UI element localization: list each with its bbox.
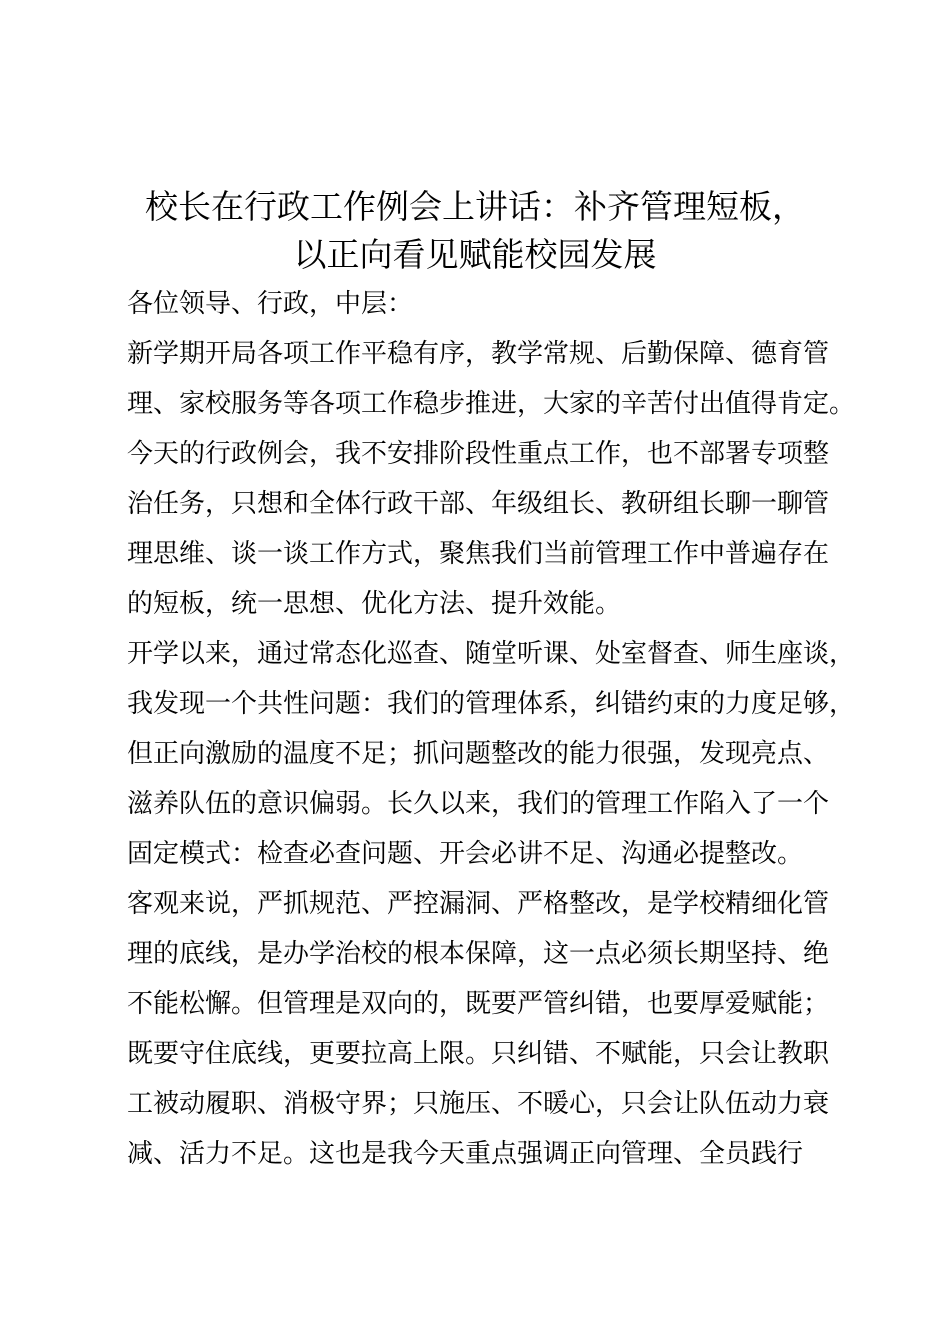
body-line: 客观来说，严抓规范、严控漏洞、严格整改，是学校精细化管	[127, 889, 830, 919]
body-line: 但正向激励的温度不足；抓问题整改的能力很强，发现亮点、	[127, 739, 830, 769]
body-line: 治任务，只想和全体行政干部、年级组长、教研组长聊一聊管	[127, 489, 830, 519]
body-line: 既要守住底线，更要拉高上限。只纠错、不赋能，只会让教职	[127, 1039, 830, 1069]
body-line: 我发现一个共性问题：我们的管理体系，纠错约束的力度足够，	[127, 689, 856, 719]
body-line: 工被动履职、消极守界；只施压、不暖心，只会让队伍动力衰	[127, 1089, 830, 1119]
document-title-line-2: 以正向看见赋能校园发展	[293, 235, 657, 274]
body-line: 今天的行政例会，我不安排阶段性重点工作，也不部署专项整	[127, 439, 830, 469]
body-line: 理、家校服务等各项工作稳步推进，大家的辛苦付出值得肯定。	[127, 389, 856, 419]
body-line: 的短板，统一思想、优化方法、提升效能。	[127, 589, 622, 619]
body-line: 新学期开局各项工作平稳有序，教学常规、后勤保障、德育管	[127, 339, 830, 369]
body-line: 理的底线，是办学治校的根本保障，这一点必须长期坚持、绝	[127, 939, 830, 969]
body-line: 理思维、谈一谈工作方式，聚焦我们当前管理工作中普遍存在	[127, 539, 830, 569]
body-line: 开学以来，通过常态化巡查、随堂听课、处室督查、师生座谈，	[127, 639, 856, 669]
salutation-line: 各位领导、行政，中层：	[127, 289, 414, 319]
document-title-line-1: 校长在行政工作例会上讲话：补齐管理短板，	[145, 187, 805, 226]
body-line: 固定模式：检查必查问题、开会必讲不足、沟通必提整改。	[127, 839, 804, 869]
body-line: 减、活力不足。这也是我今天重点强调正向管理、全员践行	[127, 1139, 804, 1169]
body-line: 不能松懈。但管理是双向的，既要严管纠错，也要厚爱赋能；	[127, 989, 830, 1019]
body-line: 滋养队伍的意识偏弱。长久以来，我们的管理工作陷入了一个	[127, 789, 830, 819]
